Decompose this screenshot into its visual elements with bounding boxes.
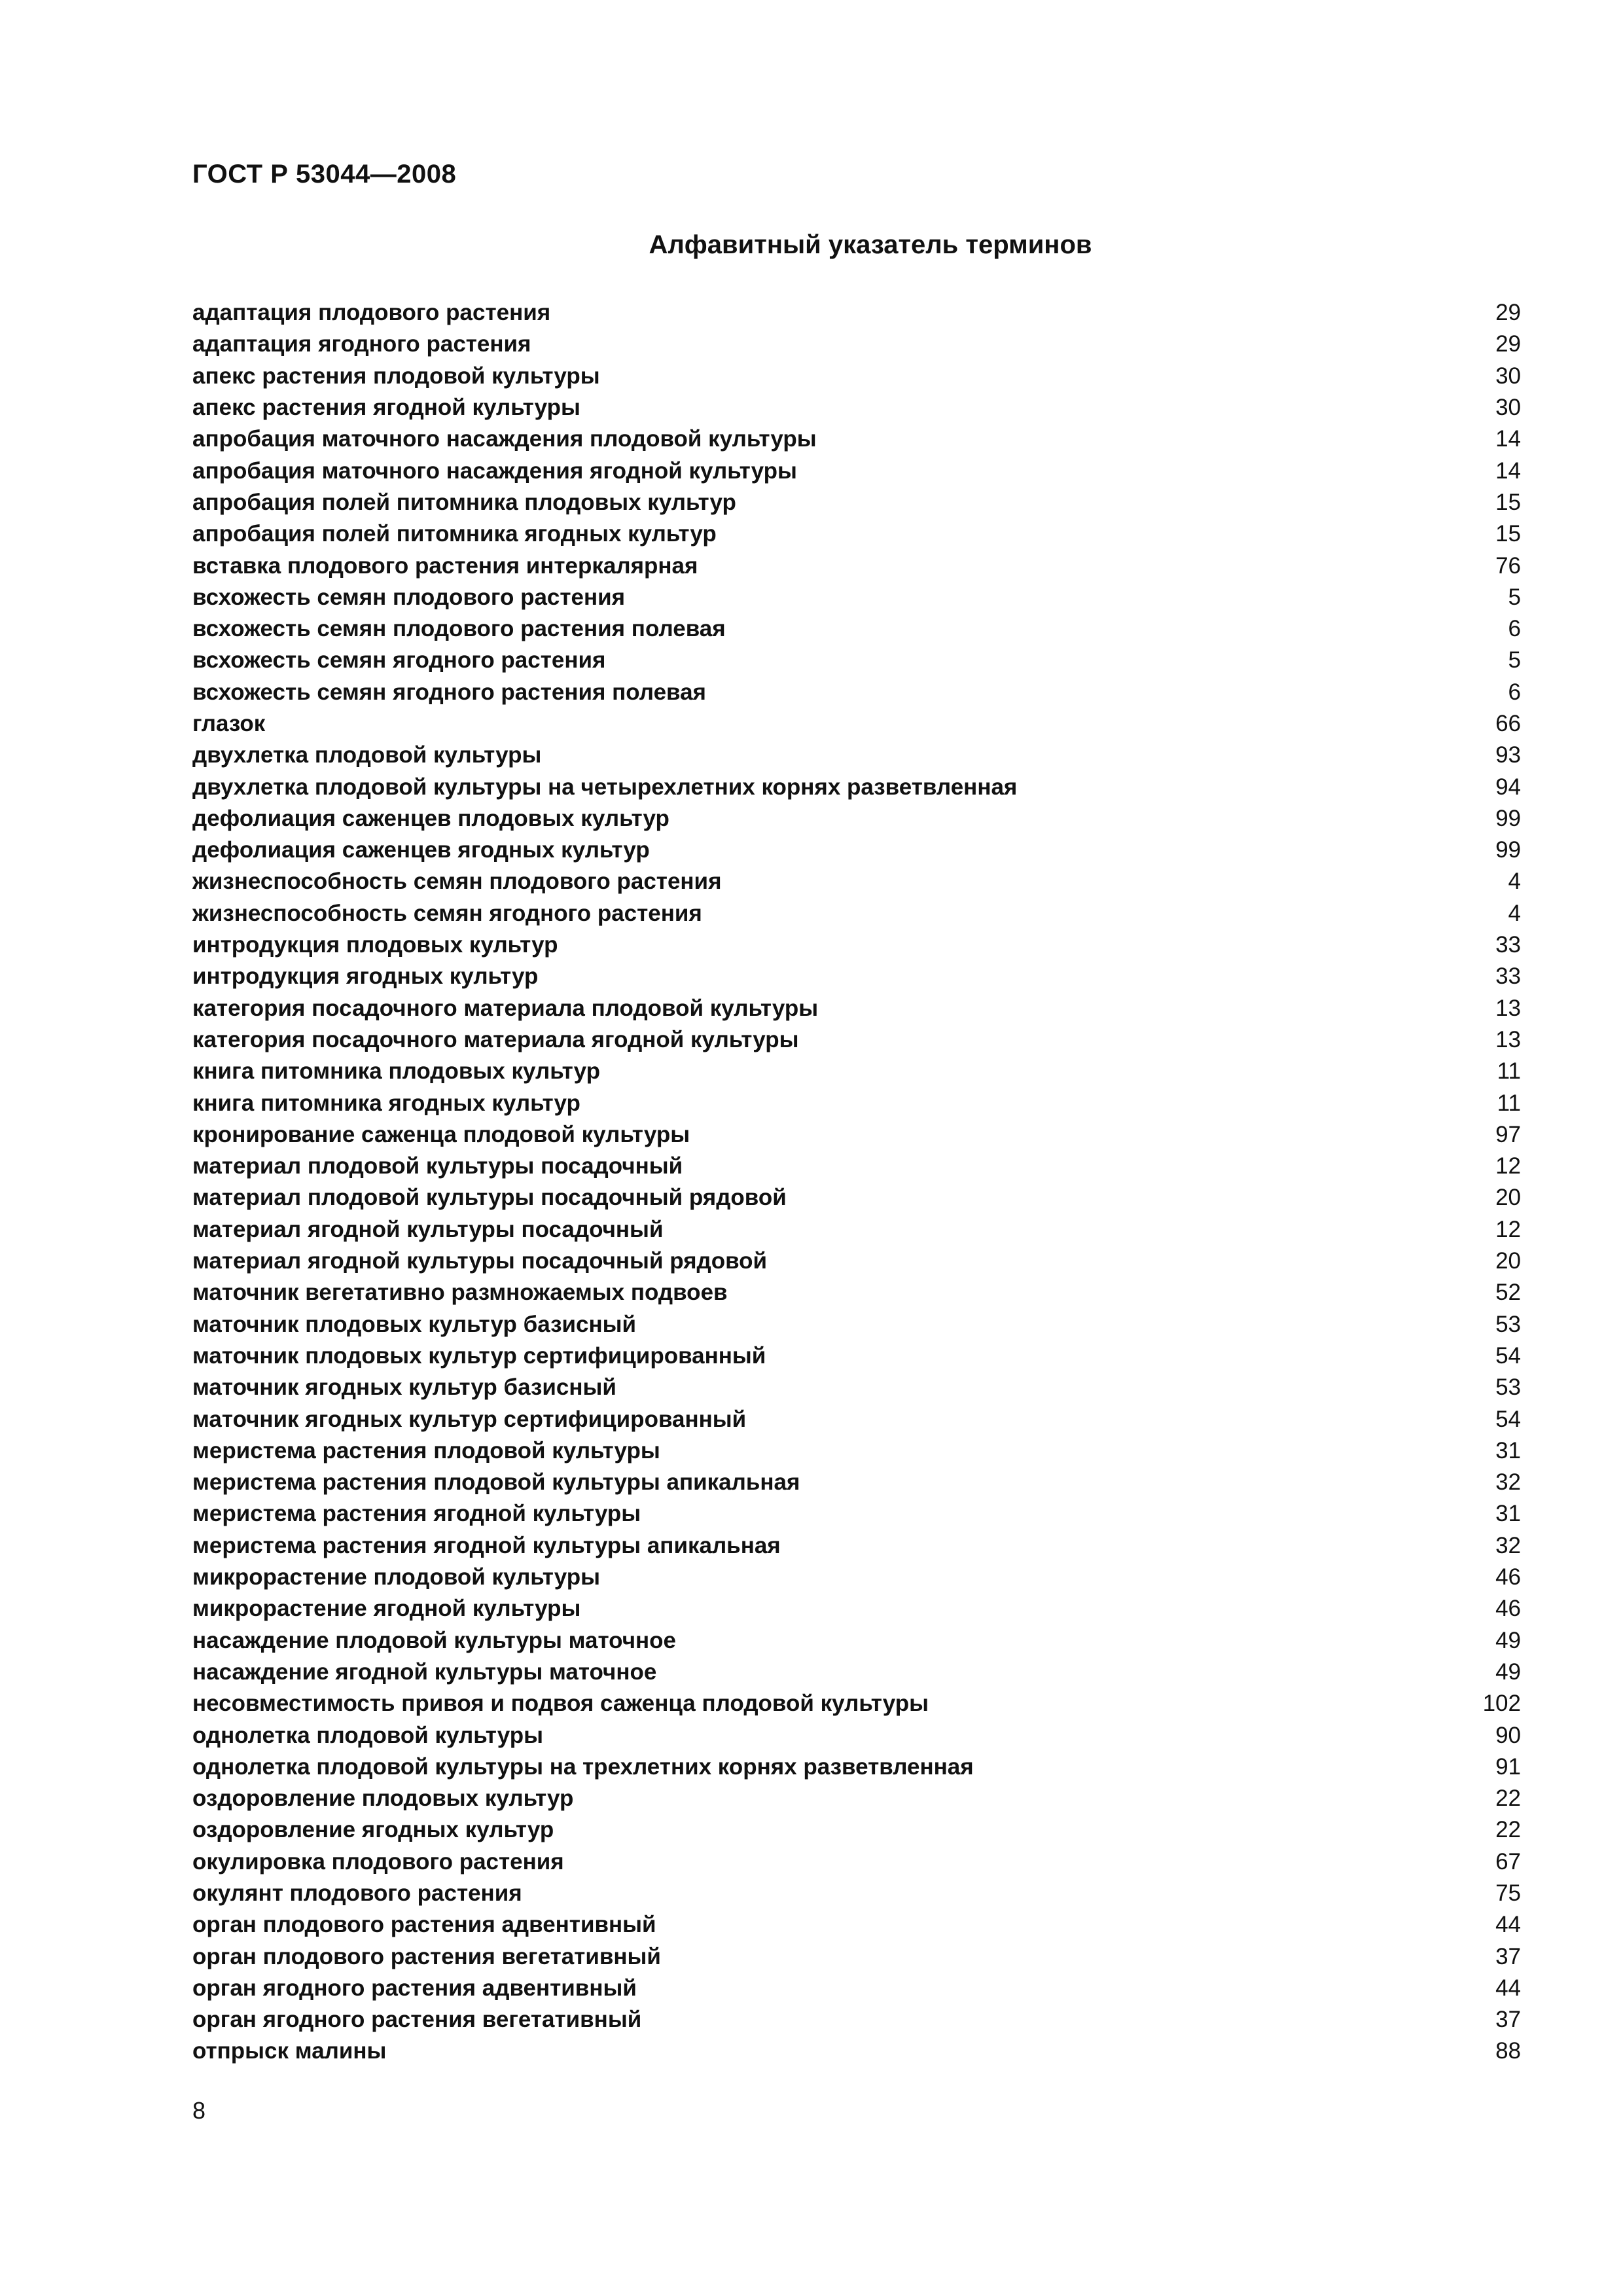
index-entry [192, 708, 1521, 740]
index-term: микрорастение ягодной культуры [192, 1596, 581, 1622]
index-page-ref: 14 [1495, 426, 1521, 452]
index-term: маточник ягодных культур базисный [192, 1374, 616, 1401]
index-term: всхожесть семян плодового растения полевая [192, 616, 726, 642]
index-page-ref: 102 [1482, 1691, 1521, 1717]
index-entry [192, 1593, 1521, 1624]
index-entry [192, 1498, 1521, 1530]
index-term: материал плодовой культуры посадочный [192, 1153, 683, 1179]
index-term: глазок [192, 711, 266, 736]
index-page-ref: 97 [1495, 1121, 1521, 1147]
index-page-ref: 99 [1495, 837, 1521, 863]
index-page-ref: 20 [1495, 1248, 1521, 1274]
index-page-ref: 94 [1495, 774, 1521, 800]
index-page-ref: 67 [1495, 1848, 1521, 1874]
index-entry [192, 550, 1521, 581]
index-page-ref: 91 [1495, 1753, 1521, 1780]
index-entry [192, 2036, 1521, 2067]
index-title: Алфавитный указатель терминов [649, 230, 1092, 259]
index-term: материал плодовой культуры посадочный рядовой [192, 1185, 787, 1211]
index-page-ref: 5 [1508, 647, 1521, 673]
index-entry [192, 898, 1521, 929]
index-entry [192, 455, 1521, 486]
index-term: категория посадочного материала ягодной культуры [192, 1026, 799, 1052]
index-term: вставка плодового растения интеркалярная [192, 552, 698, 579]
index-term: однолетка плодовой культуры [192, 1722, 543, 1748]
index-entry [192, 771, 1521, 802]
index-entry [192, 1403, 1521, 1435]
index-term: апробация маточного насаждения плодовой культуры [192, 426, 817, 452]
index-term: двухлетка плодовой культуры [192, 742, 542, 768]
index-entry [192, 1562, 1521, 1593]
index-entry [192, 1624, 1521, 1656]
index-entry [192, 423, 1521, 455]
index-term: насаждение ягодной культуры маточное [192, 1659, 657, 1685]
index-term: оздоровление плодовых культур [192, 1785, 574, 1812]
index-entry [192, 1151, 1521, 1182]
index-term: меристема растения ягодной культуры [192, 1501, 641, 1527]
index-entry [192, 1751, 1521, 1783]
index-page-ref: 33 [1495, 963, 1521, 990]
index-term: однолетка плодовой культуры на трехлетних корнях разветвленная [192, 1753, 974, 1780]
index-page-ref: 11 [1497, 1058, 1521, 1085]
index-term: микрорастение плодовой культуры [192, 1564, 601, 1590]
index-entry [192, 1814, 1521, 1846]
index-page-ref: 32 [1495, 1469, 1521, 1496]
index-entry [192, 803, 1521, 834]
index-term: отпрыск малины [192, 2038, 387, 2064]
index-entry [192, 1119, 1521, 1151]
index-entry [192, 1846, 1521, 1878]
index-page-ref: 49 [1495, 1627, 1521, 1653]
index-term: апекс растения плодовой культуры [192, 363, 600, 389]
index-page-ref: 44 [1495, 1912, 1521, 1938]
index-entry [192, 834, 1521, 866]
index-term: орган ягодного растения адвентивный [192, 1975, 637, 2001]
index-page-ref: 44 [1495, 1975, 1521, 2001]
index-page-ref: 76 [1495, 552, 1521, 579]
index-page-ref: 52 [1495, 1280, 1521, 1306]
index-page-ref: 29 [1495, 331, 1521, 357]
index-page-ref: 22 [1495, 1817, 1521, 1843]
index-page-ref: 15 [1495, 489, 1521, 515]
index-page-ref: 54 [1495, 1342, 1521, 1369]
index-term: окулянт плодового растения [192, 1880, 522, 1906]
index-page-ref: 90 [1495, 1722, 1521, 1748]
index-entry [192, 1372, 1521, 1403]
index-term: интродукция ягодных культур [192, 963, 539, 990]
index-entry [192, 929, 1521, 961]
index-term: кронирование саженца плодовой культуры [192, 1121, 690, 1147]
index-page-ref: 30 [1495, 395, 1521, 421]
index-term: двухлетка плодовой культуры на четырехлетних корнях разветвленная [192, 774, 1018, 800]
index-term: меристема растения плодовой культуры апикальная [192, 1469, 800, 1496]
index-page-ref: 93 [1495, 742, 1521, 768]
index-term: апробация полей питомника ягодных культур [192, 521, 717, 547]
term-index-list [192, 297, 1521, 2068]
index-entry [192, 1657, 1521, 1688]
index-page-ref: 13 [1495, 995, 1521, 1021]
index-term: книга питомника плодовых культур [192, 1058, 601, 1085]
index-entry [192, 329, 1521, 360]
index-page-ref: 46 [1495, 1564, 1521, 1590]
index-entry [192, 361, 1521, 392]
index-page-ref: 33 [1495, 932, 1521, 958]
index-page-ref: 31 [1495, 1501, 1521, 1527]
index-page-ref: 20 [1495, 1185, 1521, 1211]
index-term: всхожесть семян ягодного растения полевая [192, 679, 706, 705]
index-term: маточник вегетативно размножаемых подвоев [192, 1280, 728, 1306]
index-entry [192, 392, 1521, 423]
index-page-ref: 54 [1495, 1406, 1521, 1432]
index-page-ref: 32 [1495, 1532, 1521, 1558]
index-page-ref: 12 [1495, 1153, 1521, 1179]
index-term: всхожесть семян плодового растения [192, 584, 626, 610]
index-term: категория посадочного материала плодовой культуры [192, 995, 819, 1021]
index-term: книга питомника ягодных культур [192, 1090, 580, 1116]
document-code: ГОСТ Р 53044—2008 [192, 160, 457, 188]
index-page-ref: 75 [1495, 1880, 1521, 1906]
index-page-ref: 22 [1495, 1785, 1521, 1812]
index-term: интродукция плодовых культур [192, 932, 558, 958]
index-entry [192, 961, 1521, 992]
index-term: апробация полей питомника плодовых культур [192, 489, 736, 515]
index-page-ref: 14 [1495, 457, 1521, 484]
index-entry [192, 1909, 1521, 1941]
index-page-ref: 46 [1495, 1596, 1521, 1622]
index-entry [192, 866, 1521, 897]
index-term: несовместимость привоя и подвоя саженца плодовой культуры [192, 1691, 929, 1717]
index-term: орган плодового растения адвентивный [192, 1912, 656, 1938]
index-term: оздоровление ягодных культур [192, 1817, 554, 1843]
index-page-ref: 4 [1508, 900, 1521, 926]
index-entry [192, 1024, 1521, 1056]
index-term: апробация маточного насаждения ягодной культуры [192, 457, 797, 484]
index-page-ref: 12 [1495, 1216, 1521, 1242]
index-page-ref: 6 [1508, 616, 1521, 642]
page-number: 8 [192, 2097, 206, 2124]
index-term: меристема растения ягодной культуры апикальная [192, 1532, 781, 1558]
index-entry [192, 487, 1521, 518]
index-entry [192, 645, 1521, 676]
index-entry [192, 1309, 1521, 1340]
index-entry [192, 613, 1521, 645]
index-term: орган плодового растения вегетативный [192, 1943, 661, 1969]
index-page-ref: 31 [1495, 1437, 1521, 1463]
index-page-ref: 6 [1508, 679, 1521, 705]
index-entry [192, 1246, 1521, 1277]
index-entry [192, 993, 1521, 1024]
index-entry [192, 297, 1521, 329]
index-page-ref: 53 [1495, 1311, 1521, 1337]
index-term: маточник плодовых культур сертифицированный [192, 1342, 766, 1369]
index-page-ref: 4 [1508, 869, 1521, 895]
index-entry [192, 1719, 1521, 1751]
index-term: маточник плодовых культур базисный [192, 1311, 637, 1337]
index-entry [192, 518, 1521, 550]
index-term: маточник ягодных культур сертифицированный [192, 1406, 747, 1432]
index-page-ref: 53 [1495, 1374, 1521, 1401]
index-term: жизнеспособность семян плодового растения [192, 869, 722, 895]
index-page-ref: 49 [1495, 1659, 1521, 1685]
index-term: дефолиация саженцев плодовых культур [192, 805, 669, 831]
index-entry [192, 1783, 1521, 1814]
index-page-ref: 99 [1495, 805, 1521, 831]
index-term: апекс растения ягодной культуры [192, 395, 580, 421]
index-entry [192, 1941, 1521, 1972]
index-term: меристема растения плодовой культуры [192, 1437, 660, 1463]
index-term: насаждение плодовой культуры маточное [192, 1627, 676, 1653]
index-page-ref: 5 [1508, 584, 1521, 610]
index-page-ref: 11 [1497, 1090, 1521, 1116]
index-term: материал ягодной культуры посадочный рядовой [192, 1248, 768, 1274]
index-term: адаптация ягодного растения [192, 331, 531, 357]
index-entry [192, 1056, 1521, 1087]
index-term: адаптация плодового растения [192, 300, 551, 326]
index-entry [192, 1688, 1521, 1719]
index-entry [192, 1878, 1521, 1909]
index-page-ref: 88 [1495, 2038, 1521, 2064]
index-page-ref: 30 [1495, 363, 1521, 389]
index-term: материал ягодной культуры посадочный [192, 1216, 664, 1242]
index-entry [192, 1214, 1521, 1246]
index-entry [192, 1530, 1521, 1562]
index-entry [192, 1973, 1521, 2004]
index-page-ref: 15 [1495, 521, 1521, 547]
index-entry [192, 1182, 1521, 1213]
index-term: всхожесть семян ягодного растения [192, 647, 606, 673]
index-entry [192, 1087, 1521, 1119]
index-entry [192, 1435, 1521, 1467]
index-entry [192, 677, 1521, 708]
index-page-ref: 66 [1495, 711, 1521, 736]
index-term: орган ягодного растения вегетативный [192, 2007, 642, 2033]
index-entry [192, 1277, 1521, 1308]
index-page-ref: 29 [1495, 300, 1521, 326]
index-entry [192, 1340, 1521, 1372]
index-entry [192, 582, 1521, 613]
index-term: окулировка плодового растения [192, 1848, 564, 1874]
index-entry [192, 1467, 1521, 1498]
index-entry [192, 740, 1521, 771]
index-term: жизнеспособность семян ягодного растения [192, 900, 702, 926]
index-entry [192, 2004, 1521, 2036]
index-page-ref: 13 [1495, 1026, 1521, 1052]
index-page-ref: 37 [1495, 2007, 1521, 2033]
index-page-ref: 37 [1495, 1943, 1521, 1969]
index-term: дефолиация саженцев ягодных культур [192, 837, 650, 863]
